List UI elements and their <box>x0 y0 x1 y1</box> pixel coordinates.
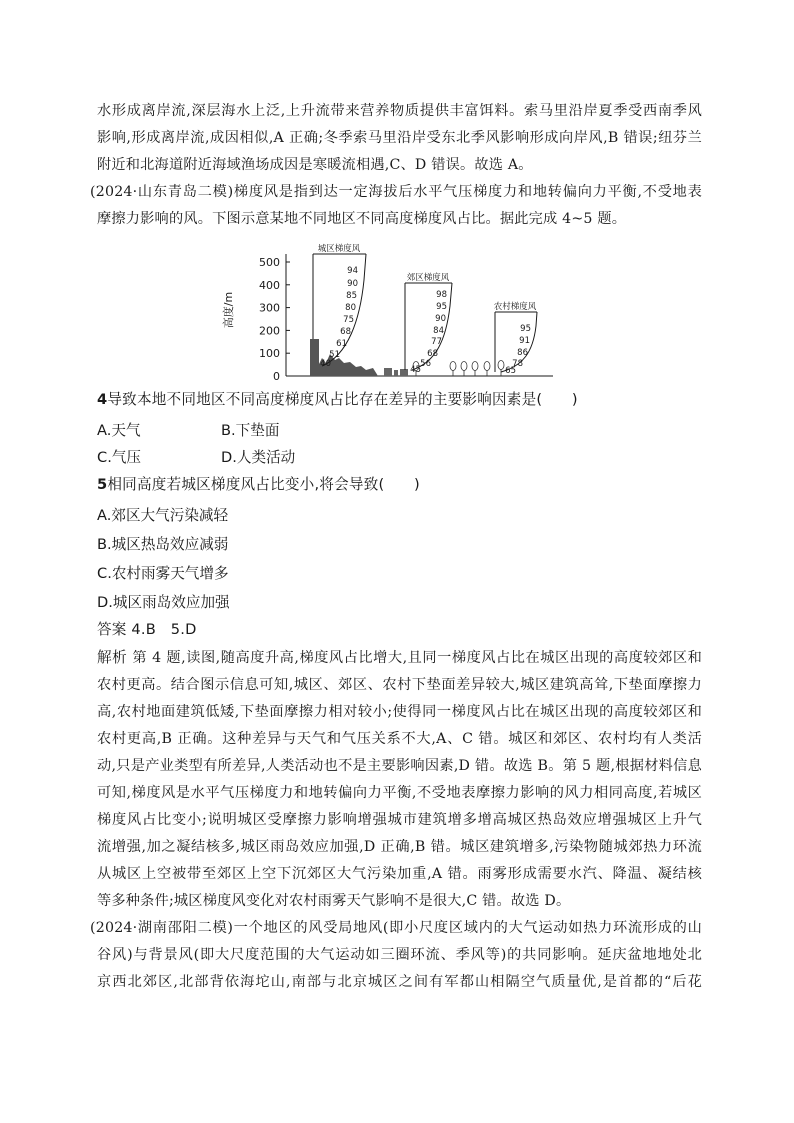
suburb-building-1 <box>384 368 392 376</box>
q4-option-b: B.下垫面 <box>221 422 280 439</box>
passage-line-1: 水形成离岸流,深层海水上泛,上升流带来营养物质提供丰富饵料。索马里沿岸夏季受西南季风 <box>97 103 702 119</box>
city-value-label: 90 <box>347 279 358 289</box>
q5-option-a: A.郊区大气污染减轻 <box>97 507 229 524</box>
suburb-building-2 <box>394 370 398 376</box>
suburb-value-label: 45 <box>410 365 421 375</box>
q4-option-c: C.气压 <box>97 449 142 466</box>
question-4 <box>97 390 702 410</box>
rural-label: 农村梯度风 <box>493 302 537 312</box>
question-4-stem: 导致本地不同地区不同高度梯度风占比存在差异的主要影响因素是( ) <box>107 391 578 408</box>
q5-option-d: D.城区雨岛效应加强 <box>97 594 230 611</box>
intro-line-2: 摩擦力影响的风。下图示意某地不同地区不同高度梯度风占比。据此完成 4~5 题。 <box>97 211 627 227</box>
question-5 <box>97 475 702 495</box>
y-tick-label: 100 <box>259 347 280 361</box>
suburb-value-label: 56 <box>420 359 431 369</box>
q4-option-d: D.人类活动 <box>221 449 296 466</box>
suburb-label: 郊区梯度风 <box>406 273 450 283</box>
tree-icon <box>450 362 456 371</box>
analysis-line-2: 农村更高。结合图示信息可知,城区、郊区、农村下垫面差异较大,城区建筑高耸,下垫面摩擦力 <box>97 677 702 693</box>
tree-icon <box>461 362 467 371</box>
y-tick-label: 500 <box>259 256 280 269</box>
rural-value-label: 95 <box>520 324 531 334</box>
rural-value-label: 86 <box>517 348 528 358</box>
analysis-line-5: 动,只是产业类型有所差异,人类活动也不是主要影响因素,D 错。故选 B。第 5 题,根据材料信息 <box>97 758 702 774</box>
analysis-line-7: 梯度风占比变小;说明城区受摩擦力影响增强城市建筑增多增高城区热岛效应增强城区上升气 <box>97 812 702 828</box>
passage2-line-3: 京西北郊区,北部背依海坨山,南部与北京城区之间有军都山相隔空气质量优,是首都的“后花 <box>97 974 702 990</box>
q5-option-c: C.农村雨雾天气增多 <box>97 565 229 582</box>
suburb-building-3 <box>400 369 408 376</box>
rural-value-label: 78 <box>512 359 523 369</box>
analysis-line-8: 流增强,加之凝结核多,城区雨岛效应加强,D 正确,B 错。城区建筑增多,污染物随城郊热力环流 <box>97 839 702 855</box>
analysis-line-1 <box>97 648 702 668</box>
analysis-line-10: 等多种条件;城区梯度风变化对农村雨雾天气影响不是很大,C 错。故选 D。 <box>97 893 571 909</box>
city-value-label: 80 <box>345 303 356 313</box>
rural-value-label: 91 <box>519 336 530 346</box>
intro-line-1: (2024·山东青岛二模)梯度风是指到达一定海拔后水平气压梯度力和地转偏向力平衡,不受地表 <box>90 184 702 200</box>
city-value-label: 51 <box>329 350 340 360</box>
suburb-value-label: 77 <box>431 337 442 347</box>
question-5-stem: 相同高度若城区梯度风占比变小,将会导致( ) <box>107 476 420 493</box>
city-value-label: 40 <box>320 359 331 369</box>
suburb-value-label: 90 <box>435 314 446 324</box>
city-value-label: 61 <box>336 339 347 349</box>
question-5-number: 5 <box>97 476 108 493</box>
y-tick-label: 300 <box>259 301 280 315</box>
tree-icon <box>472 362 478 371</box>
answer-line: 答案 4.B 5.D <box>97 621 197 638</box>
q4-option-a: A.天气 <box>97 422 141 439</box>
y-axis-label: 高度/m <box>222 291 235 329</box>
city-tall-building <box>310 339 319 376</box>
passage-line-3: 附近和北海道附近海域渔场成因是寒暖流相遇,C、D 错误。故选 A。 <box>97 157 533 173</box>
analysis-text-1: 第 4 题,读图,随高度升高,梯度风占比增大,且同一梯度风占比在城区出现的高度较郊区和 <box>132 650 702 666</box>
city-value-label: 75 <box>343 315 354 325</box>
q5-option-b: B.城区热岛效应减弱 <box>97 536 229 553</box>
suburb-value-label: 98 <box>436 290 447 300</box>
suburb-value-label: 84 <box>433 326 444 336</box>
analysis-line-9: 从城区上空被带至郊区上空下沉郊区大气污染加重,A 错。雨雾形成需要水汽、降温、凝结核 <box>97 866 702 882</box>
city-value-label: 94 <box>347 266 358 276</box>
tree-icon <box>484 362 490 371</box>
analysis-label: 解析 <box>97 649 128 666</box>
analysis-line-6: 可知,梯度风是水平气压梯度力和地转偏向力平衡,不受地表摩擦力影响的风力相同高度,若城区 <box>97 785 702 801</box>
y-tick-label: 0 <box>273 370 280 382</box>
rural-value-label: 65 <box>505 366 516 376</box>
y-tick-label: 200 <box>259 324 280 338</box>
city-value-label: 85 <box>346 291 357 301</box>
passage2-line-1: (2024·湖南邵阳二模)一个地区的风受局地风(即小尺度区域内的大气运动如热力环流形成的山 <box>90 920 702 936</box>
question-4-number: 4 <box>97 391 108 408</box>
passage2-line-2: 谷风)与背景风(即大尺度范围的大气运动如三圈环流、季风等)的共同影响。延庆盆地地处北 <box>97 947 702 963</box>
city-label: 城区梯度风 <box>317 244 361 254</box>
suburb-value-label: 95 <box>436 302 447 312</box>
tree-icon <box>498 361 504 370</box>
city-value-label: 68 <box>340 327 351 337</box>
y-tick-label: 400 <box>259 278 280 292</box>
passage-line-2: 影响,形成离岸流,成因相似,A 正确;冬季索马里沿岸受东北季风影响形成向岸风,B 错误;纽芬兰 <box>97 130 702 146</box>
suburb-value-label: 68 <box>427 349 438 359</box>
analysis-line-3: 高,农村地面建筑低矮,下垫面摩擦力相对较小;使得同一梯度风占比在城区出现的高度较郊区和 <box>97 704 702 720</box>
analysis-line-4: 农村更高,B 正确。这种差异与天气和气压关系不大,A、C 错。城区和郊区、农村均有人类活 <box>97 731 702 747</box>
gradient-wind-chart <box>218 240 558 382</box>
